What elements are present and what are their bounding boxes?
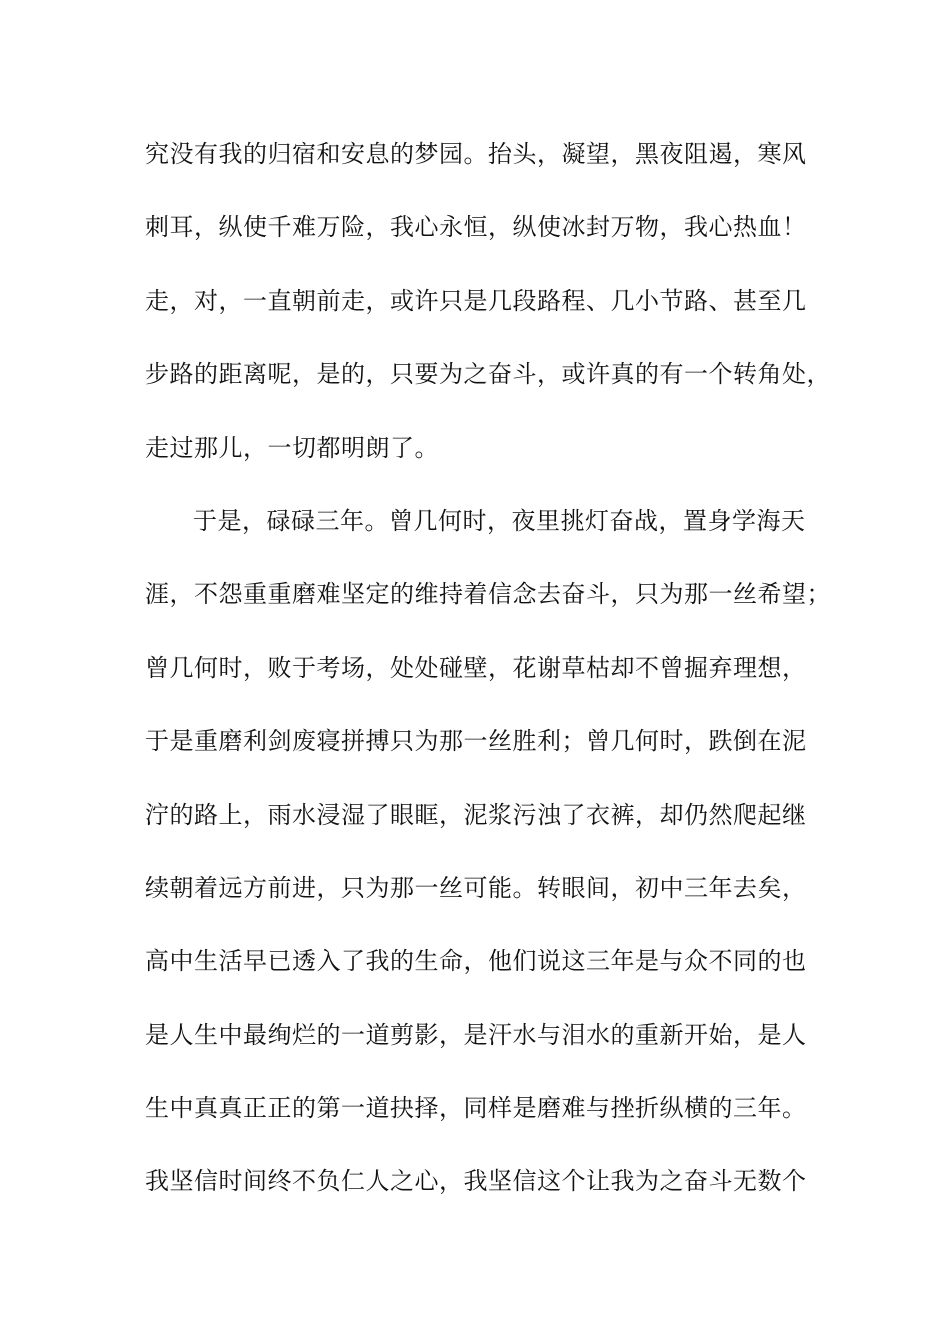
text-line: 泞的路上，雨水浸湿了眼眶，泥浆污浊了衣裤，却仍然爬起继 <box>145 800 807 829</box>
text-line: 究没有我的归宿和安息的梦园。抬头，凝望，黑夜阻遏，寒风 <box>145 140 807 168</box>
body-text <box>145 128 831 1229</box>
text-line: 步路的距离呢，是的，只要为之奋斗，或许真的有一个转角处， <box>145 360 831 389</box>
text-line: 曾几何时，败于考场，处处碰壁，花谢草枯却不曾掘弃理想， <box>145 653 807 682</box>
text-line: 刺耳，纵使千难万险，我心永恒，纵使冰封万物，我心热血！ <box>145 213 807 242</box>
text-line: 是人生中最绚烂的一道剪影，是汗水与泪水的重新开始，是人 <box>145 1020 807 1049</box>
text-line: 高中生活早已透入了我的生命，他们说这三年是与众不同的也 <box>145 947 807 976</box>
text-line: 续朝着远方前进，只为那一丝可能。转眼间，初中三年去矣， <box>145 873 807 902</box>
text-line: 生中真真正正的第一道抉择，同样是磨难与挫折纵横的三年。 <box>145 1094 807 1123</box>
text-line: 我坚信时间终不负仁人之心，我坚信这个让我为之奋斗无数个 <box>145 1167 807 1196</box>
text-line: 涯，不怨重重磨难坚定的维持着信念去奋斗，只为那一丝希望； <box>145 580 831 609</box>
text-line: 走，对，一直朝前走，或许只是几段路程、几小节路、甚至几 <box>145 286 807 315</box>
text-line: 走过那儿，一切都明朗了。 <box>145 433 439 462</box>
paragraph-start-line: 于是，碌碌三年。曾几何时，夜里挑灯奋战，置身学海天 <box>193 506 806 535</box>
text-line: 于是重磨利剑废寝拼搏只为那一丝胜利；曾几何时，跌倒在泥 <box>145 727 807 756</box>
